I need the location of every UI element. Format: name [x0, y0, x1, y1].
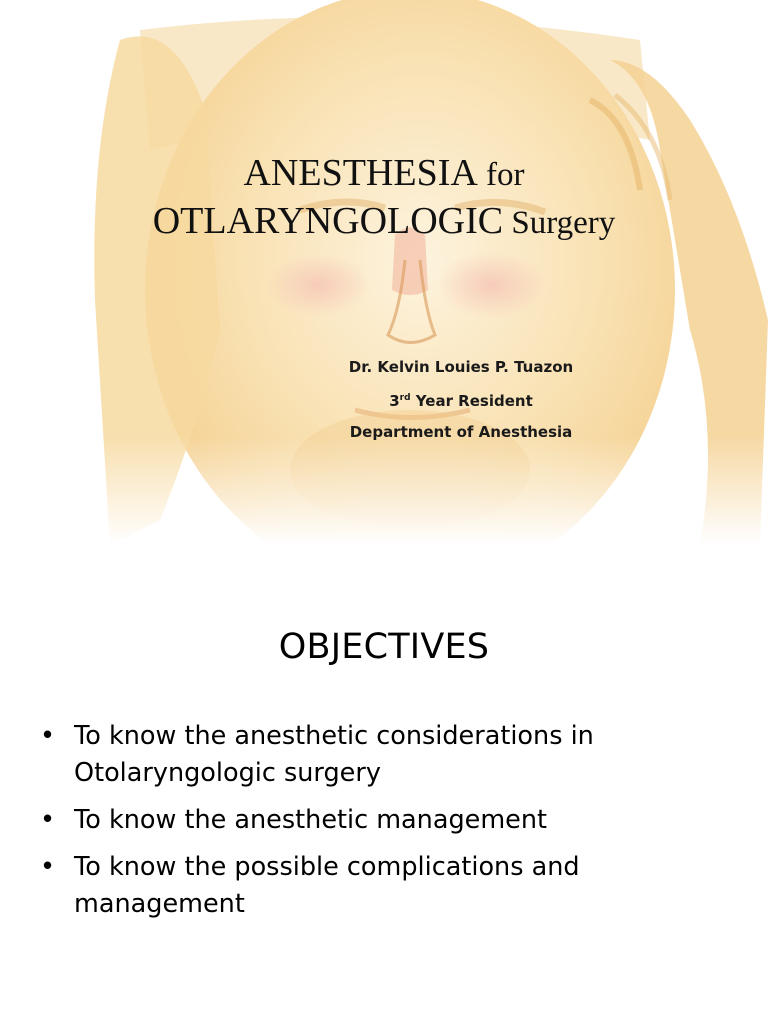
presenter-name: Dr. Kelvin Louies P. Tuazon: [348, 358, 574, 376]
presenter-department: Department of Anesthesia: [349, 423, 573, 441]
objectives-title: OBJECTIVES: [278, 627, 490, 667]
presenter-year: [0, 383, 768, 417]
objective-text: To know the possible complications and management: [74, 852, 580, 919]
title-line-1-rest: for: [477, 157, 525, 193]
title-line-2-caps: OTLARYNGOLOGIC: [152, 200, 504, 242]
presenter-year-number: 3: [389, 392, 400, 410]
presenter-info: [0, 352, 768, 448]
presenter-year-suffix: rd: [399, 393, 411, 403]
objectives-list: [40, 718, 730, 933]
title-line-2: [0, 198, 768, 246]
presenter-year-text: Year Resident: [410, 392, 533, 410]
bullet-icon: •: [40, 852, 56, 882]
title-line-1-caps: ANESTHESIA: [243, 152, 478, 194]
objective-text: To know the anesthetic management: [74, 805, 548, 835]
bullet-icon: •: [40, 721, 56, 751]
presentation-title: [0, 150, 768, 246]
title-line-1: [0, 150, 768, 198]
objective-item: [40, 802, 730, 839]
bullet-icon: •: [40, 805, 56, 835]
objectives-slide: [0, 585, 768, 1024]
objective-item: [40, 718, 730, 792]
objective-text: To know the anesthetic considerations in Otolaryngologic surgery: [74, 721, 594, 788]
title-line-2-rest: Surgery: [503, 205, 616, 241]
objective-item: [40, 849, 730, 923]
